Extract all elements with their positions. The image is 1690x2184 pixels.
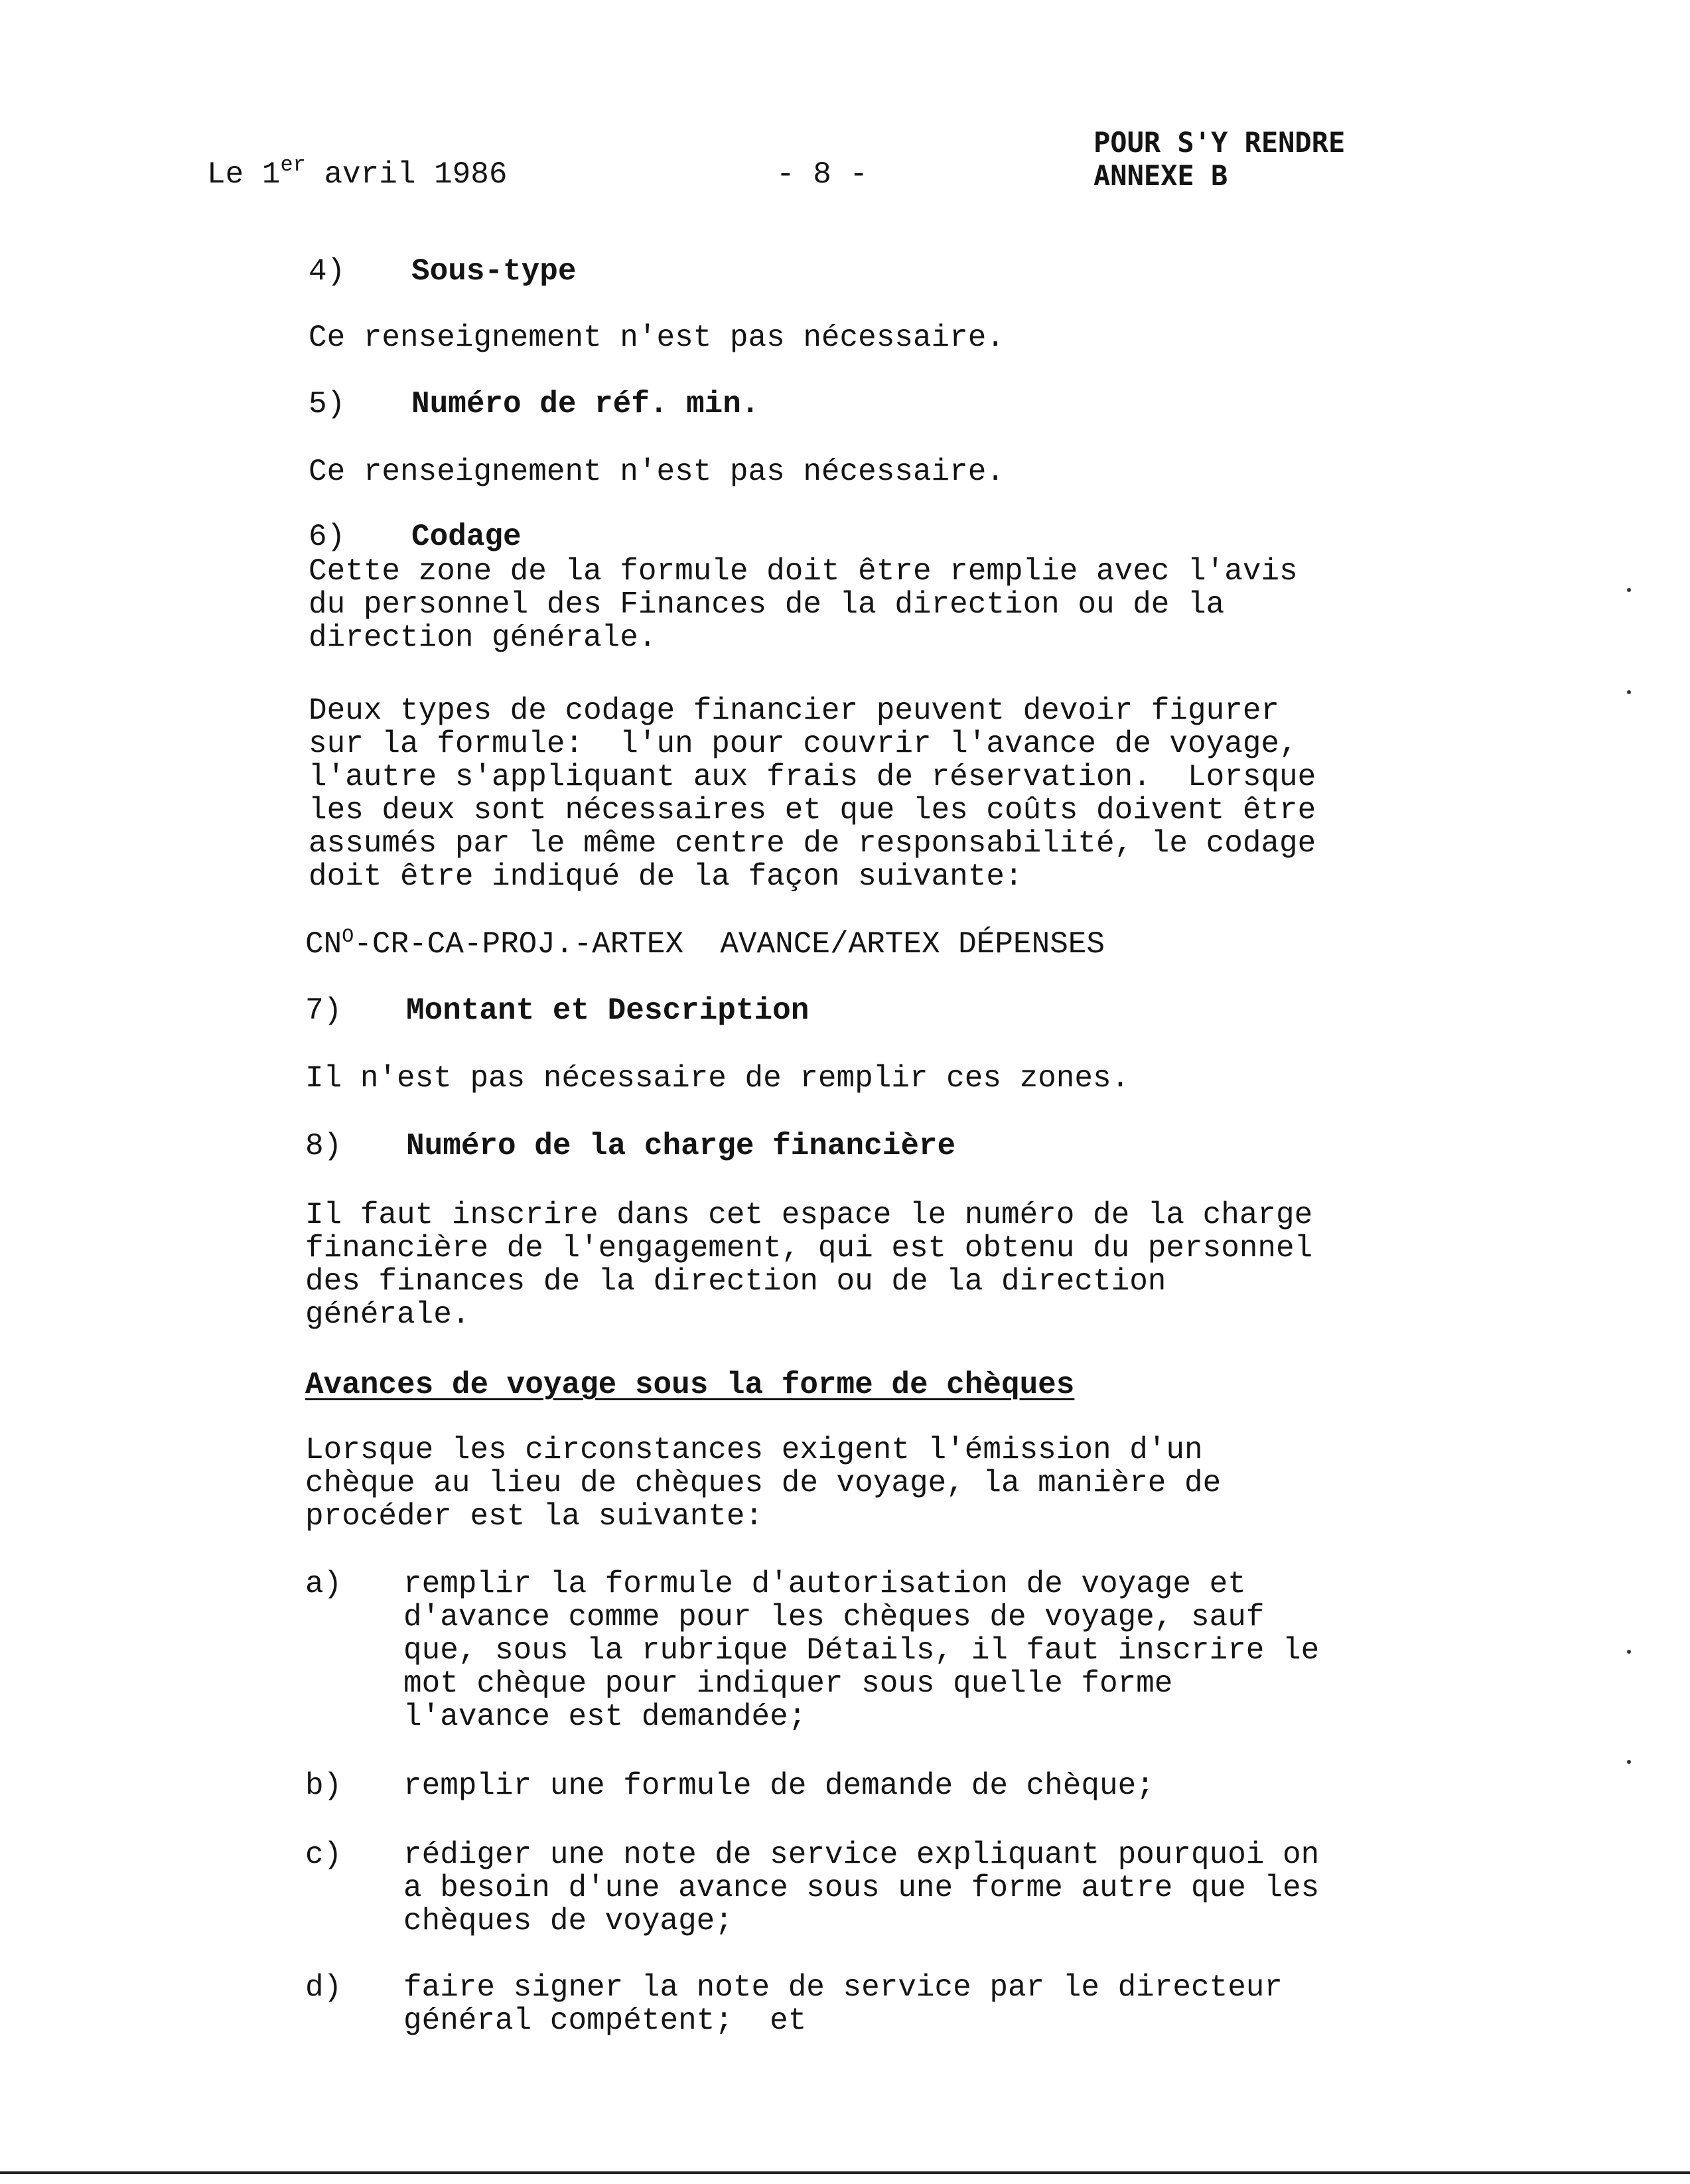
list-item-c-text: rédiger une note de service expliquant pourquoi on a besoin d'une avance sous une forme autre que les chèques de voyage; <box>403 1838 1320 1938</box>
section-7-number: 7) <box>305 993 342 1028</box>
list-item-a-letter: a) <box>305 1567 342 1601</box>
section-4-number: 4) <box>309 254 346 289</box>
section-8-title: Numéro de la charge financière <box>406 1129 956 1163</box>
list-item-b-text: remplir une formule de demande de chèque; <box>403 1769 1155 1803</box>
section-5-number: 5) <box>309 387 346 421</box>
section-8-body: Il faut inscrire dans cet espace le numéro de la charge financière de l'engagement, qui est obtenu du personnel des finances de la direction ou de la direction générale. <box>305 1198 1313 1332</box>
list-item-a-text: remplir la formule d'autorisation de voyage et d'avance comme pour les chèques de voyage, sauf que, sous la rubrique Détails, il faut inscrire le mot chèque pour indiquer sous quelle forme l'avance est demandée; <box>403 1567 1320 1734</box>
scan-speck <box>1627 1760 1631 1764</box>
header-reference <box>1093 126 1345 192</box>
section-4-title: Sous-type <box>411 254 577 289</box>
section-5-body: Ce renseignement n'est pas nécessaire. <box>309 455 1005 489</box>
list-item-d-text: faire signer la note de service par le directeur général compétent; et <box>403 1970 1283 2038</box>
header-date: Le 1er avril 1986 <box>207 153 508 192</box>
section-6-number: 6) <box>309 520 346 554</box>
section-6-body-1: Cette zone de la formule doit être remplie avec l'avis du personnel des Finances de la direction ou de la direction générale. <box>309 554 1298 655</box>
section-8-number: 8) <box>305 1129 342 1163</box>
cheques-heading: Avances de voyage sous la forme de chèques <box>305 1368 1075 1402</box>
page-bottom-edge <box>0 2171 1690 2174</box>
list-item-c-letter: c) <box>305 1838 342 1872</box>
scan-speck <box>1627 690 1631 694</box>
list-item-b-letter: b) <box>305 1769 342 1803</box>
header-ref-line1: POUR S'Y RENDRE <box>1093 126 1346 159</box>
section-6-code-format: $CN^O-CR-CA-PROJ$.-ARTEX AVANCE/ARTEX DÉPENSES <box>305 926 1105 962</box>
section-6-body-2: Deux types de codage financier peuvent devoir figurer sur la formule: l'un pour couvrir l'avance de voyage, l'autre s'appliquant aux frais de réservation. Lorsque les deux sont nécessaires et que les coûts doivent être assumés par le même centre de responsabilité, le codage doit être indiqué de la façon suivante: <box>309 693 1316 894</box>
scan-speck <box>1627 588 1631 592</box>
section-7-title: Montant et Description <box>406 993 810 1028</box>
header-ref-line2: ANNEXE B <box>1093 159 1228 192</box>
section-6-title: Codage <box>411 520 522 554</box>
scan-speck <box>1627 1650 1631 1654</box>
page-number: - 8 - <box>776 157 869 192</box>
list-item-d-letter: d) <box>305 1970 342 2005</box>
section-7-body: Il n'est pas nécessaire de remplir ces zones. <box>305 1061 1130 1096</box>
section-4-body: Ce renseignement n'est pas nécessaire. <box>309 321 1005 355</box>
section-5-title: Numéro de réf. min. <box>411 387 760 421</box>
cheques-intro: Lorsque les circonstances exigent l'émission d'un chèque au lieu de chèques de voyage, la manière de procéder est la suivante: <box>305 1433 1222 1534</box>
